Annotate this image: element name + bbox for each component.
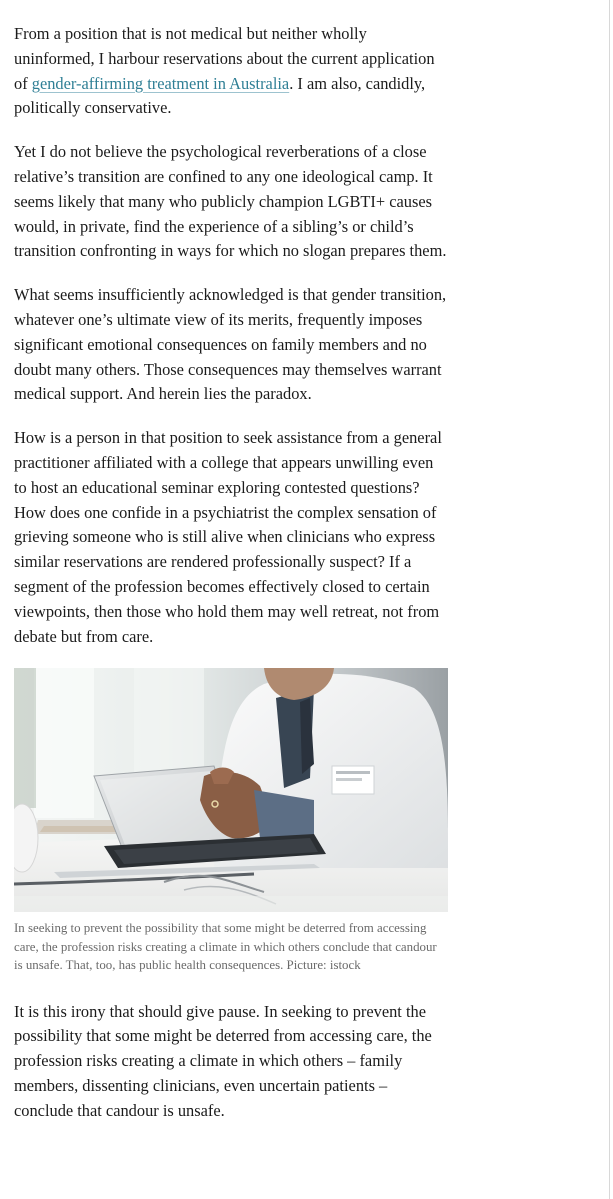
- paragraph-intro-text-after-link: . I am also, candidly, politically conservative.: [14, 73, 426, 118]
- paragraph-intro-text-before-link: From a position that is not medical but neither wholly uninformed, I harbour reservations about the current application of: [14, 24, 435, 93]
- paragraph-intro: [14, 22, 450, 121]
- article-figure: [14, 668, 448, 974]
- paragraph-ideological-camp: Yet I do not believe the psychological reverberations of a close relative’s transition are confined to any one ideological camp. It seems likely that many who publicly champion LGBTI+ causes would, in private, find the experience of a sibling’s or child’s transition confronting in ways for which no slogan prepares them.: [14, 142, 447, 261]
- paragraph-seek-assistance: How is a person in that position to seek assistance from a general practitioner affiliated with a college that appears unwilling even to host an educational seminar exploring contested questions? How does one confide in a psychiatrist the complex sensation of grieving someone who is still alive when clinicians who express similar reservations are rendered professionally suspect? If a segment of the profession becomes effectively closed to certain viewpoints, then those who hold them may well retreat, not from debate but from care.: [14, 428, 442, 646]
- paragraph-closing: It is this irony that should give pause. In seeking to prevent the possibility that some might be deterred from accessing care, the profession risks creating a climate in which others – family members, dissenting clinicians, even uncertain patients – conclude that candour is unsafe.: [14, 1001, 432, 1120]
- gender-affirming-treatment-link[interactable]: gender-affirming treatment in Australia: [31, 73, 290, 93]
- article-body: [14, 22, 450, 1143]
- page-edge-divider: [609, 0, 610, 1199]
- figure-caption: In seeking to prevent the possibility that some might be deterred from accessing care, the profession risks creating a climate in which others conclude that candour is unsafe. That, too, has public health consequences. Picture: istock: [14, 921, 437, 973]
- paragraph-paradox: What seems insufficiently acknowledged is that gender transition, whatever one’s ultimate view of its merits, frequently imposes significant emotional consequences on family members and no doubt many others. Those consequences may themselves warrant medical support. And herein lies the paradox.: [14, 285, 447, 404]
- doctor-with-tablet-photo: [14, 668, 448, 912]
